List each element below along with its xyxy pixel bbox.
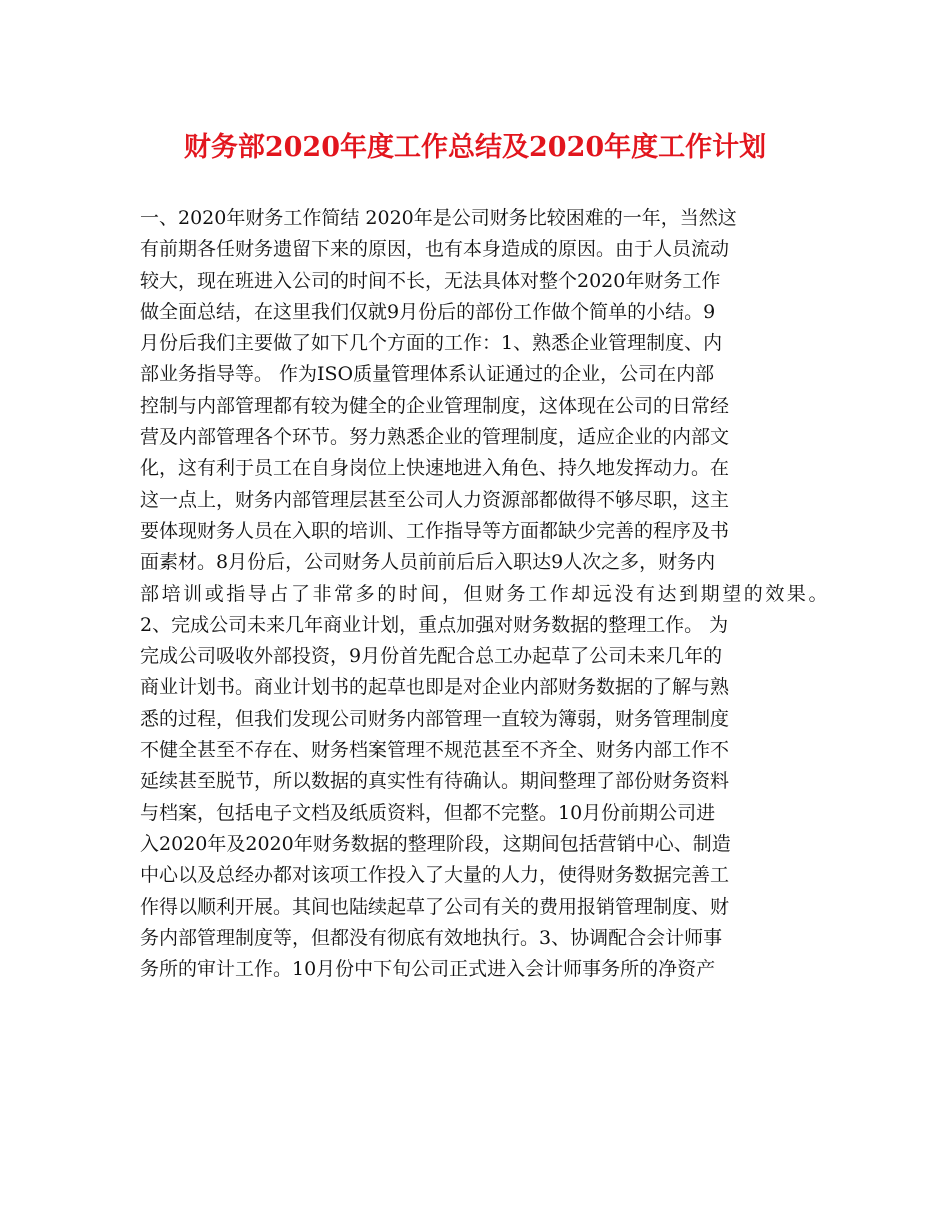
body-text-line: 面素材。8月份后，公司财务人员前前后后入职达9人次之多，财务内	[140, 551, 716, 574]
body-text-line: 部培训或指导占了非常多的时间，但财务工作却远没有达到期望的效果。	[140, 582, 831, 605]
body-text-line: 化，这有利于员工在自身岗位上快速地进入角色、持久地发挥动力。在	[140, 457, 730, 480]
body-text-line: 悉的过程，但我们发现公司财务内部管理一直较为簿弱，财务管理制度	[140, 707, 730, 730]
body-text-line: 务所的审计工作。10月份中下旬公司正式进入会计师事务所的净资产	[140, 958, 716, 981]
body-text-line: 做全面总结，在这里我们仅就9月份后的部份工作做个简单的小结。9	[140, 300, 716, 323]
body-text-line: 延续甚至脱节，所以数据的真实性有待确认。期间整理了部份财务资料	[140, 770, 730, 793]
body-text-line: 部业务指导等。 作为ISO质量管理体系认证通过的企业，公司在内部	[140, 363, 715, 386]
body-text-line: 与档案，包括电子文档及纸质资料，但都不完整。10月份前期公司进	[140, 801, 716, 824]
body-text-line: 营及内部管理各个环节。努力熟悉企业的管理制度，适应企业的内部文	[140, 426, 730, 449]
body-text-line: 有前期各任财务遗留下来的原因，也有本身造成的原因。由于人员流动	[140, 238, 730, 261]
body-text-line: 这一点上，财务内部管理层甚至公司人力资源部都做得不够尽职，这主	[140, 488, 730, 511]
body-text-line: 要体现财务人员在入职的培训、工作指导等方面都缺少完善的程序及书	[140, 519, 730, 542]
body-text-line: 中心以及总经办都对该项工作投入了大量的人力，使得财务数据完善工	[140, 864, 730, 887]
document-body	[140, 203, 830, 985]
body-text-line: 一、2020年财务工作简结 2020年是公司财务比较困难的一年，当然这	[140, 207, 737, 229]
body-text-line: 务内部管理制度等，但都没有彻底有效地执行。3、协调配合会计师事	[140, 926, 723, 949]
body-text-line: 商业计划书。商业计划书的起草也即是对企业内部财务数据的了解与熟	[140, 676, 730, 699]
body-text-line: 2、完成公司未来几年商业计划，重点加强对财务数据的整理工作。 为	[140, 613, 729, 636]
body-text-line: 不健全甚至不存在、财务档案管理不规范甚至不齐全、财务内部工作不	[140, 739, 730, 762]
body-text-line: 较大，现在班进入公司的时间不长，无法具体对整个2020年财务工作	[140, 269, 721, 292]
body-text-line: 月份后我们主要做了如下几个方面的工作：1、熟悉企业管理制度、内	[140, 332, 723, 355]
document-title: 财务部2020年度工作总结及2020年度工作计划	[183, 132, 767, 163]
body-text-line: 入2020年及2020年财务数据的整理阶段，这期间包括营销中心、制造	[140, 832, 731, 855]
body-text-line: 作得以顺利开展。其间也陆续起草了公司有关的费用报销管理制度、财	[140, 895, 730, 918]
body-text-line: 完成公司吸收外部投资，9月份首先配合总工办起草了公司未来几年的	[140, 645, 723, 668]
body-text-line: 控制与内部管理都有较为健全的企业管理制度，这体现在公司的日常经	[140, 394, 730, 417]
